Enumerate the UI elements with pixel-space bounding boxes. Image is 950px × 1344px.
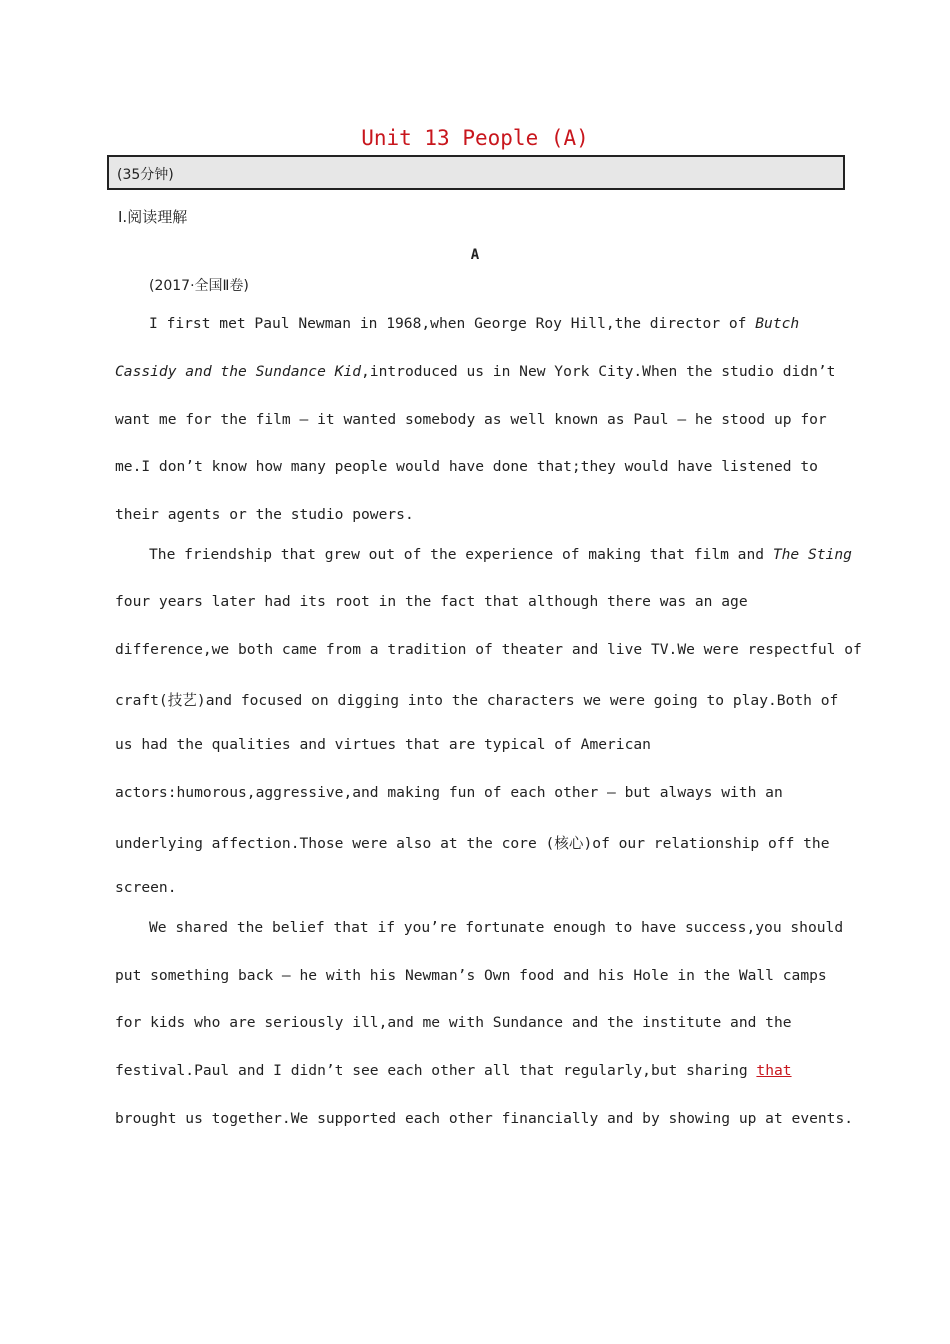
para3-line2: put something back — he with his Newman’s Own food and his Hole in the Wall camps — [115, 967, 827, 984]
para2-line1-text: The friendship that grew out of the experience of making that film and — [149, 546, 773, 563]
para2-line2: four years later had its root in the fact that although there was an age — [115, 593, 748, 610]
para1-line2 — [115, 363, 835, 380]
para1-line1-text: I first met Paul Newman in 1968,when George Roy Hill,the director of — [149, 315, 756, 332]
para2-line8: screen. — [115, 879, 177, 896]
para3-line3: for kids who are seriously ill,and me with Sundance and the institute and the — [115, 1014, 792, 1031]
passage-label: A — [470, 247, 480, 263]
film-title-butch: Butch — [755, 315, 800, 332]
highlighted-word-that: that — [756, 1062, 792, 1079]
para2-line1 — [149, 546, 852, 563]
para2-line3: difference,we both came from a tradition of theater and live TV.We were respectful of — [115, 641, 862, 658]
para2-line4: craft(技艺)and focused on digging into the characters we were going to play.Both of — [115, 692, 839, 709]
para1-line4: me.I don’t know how many people would have done that;they would have listened to — [115, 458, 818, 475]
unit-title: Unit 13 People (A) — [361, 126, 589, 150]
para1-line5: their agents or the studio powers. — [115, 506, 414, 523]
passage-source: (2017·全国Ⅱ卷) — [149, 278, 249, 294]
para1-line1 — [149, 315, 799, 332]
time-limit-box — [107, 155, 845, 190]
para3-line4 — [115, 1062, 792, 1079]
time-limit-text: (35分钟) — [117, 167, 174, 183]
film-title-sting: The Sting — [772, 546, 852, 563]
para2-line6: actors:humorous,aggressive,and making fun of each other — but always with an — [115, 784, 783, 801]
para3-line4-text: festival.Paul and I didn’t see each other all that regularly,but sharing — [115, 1062, 757, 1079]
para3-line1: We shared the belief that if you’re fortunate enough to have success,you should — [149, 919, 844, 936]
section-heading: Ⅰ.阅读理解 — [118, 208, 188, 226]
para1-line3: want me for the film — it wanted somebody as well known as Paul — he stood up for — [115, 411, 827, 428]
para2-line5: us had the qualities and virtues that are typical of American — [115, 736, 651, 753]
para2-line7: underlying affection.Those were also at the core (核心)of our relationship off the — [115, 835, 830, 852]
para1-line2-text: ,introduced us in New York City.When the studio didn’t — [361, 363, 836, 380]
para3-line5: brought us together.We supported each other financially and by showing up at events. — [115, 1110, 854, 1127]
film-title-sundance: Cassidy and the Sundance Kid — [115, 363, 362, 380]
